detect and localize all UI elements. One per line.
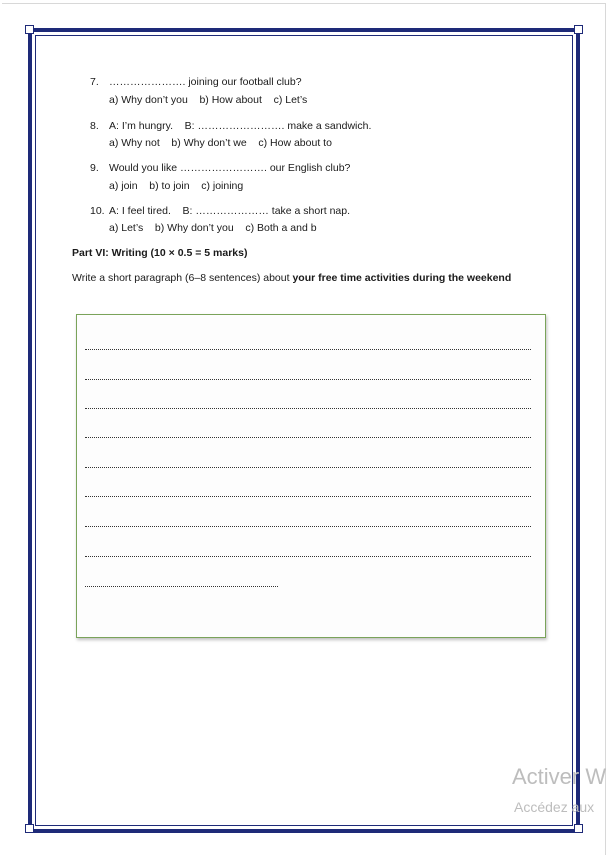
question-number: 7. (90, 76, 99, 88)
question-text: A: I feel tired. B: ………………… take a short nap. (109, 205, 351, 217)
question-8 (90, 120, 371, 132)
writing-line[interactable] (85, 379, 531, 380)
writing-line[interactable] (85, 496, 531, 497)
writing-line[interactable] (85, 408, 531, 409)
writing-line[interactable] (85, 556, 531, 557)
question-9-options: a) join b) to join c) joining (109, 180, 244, 192)
question-text: Would you like ……………………. our English club? (109, 162, 351, 174)
writing-line[interactable] (85, 349, 531, 350)
question-text: …………………. joining our football club? (109, 76, 302, 88)
windows-activation-watermark-title: Activer W (512, 764, 607, 789)
question-10-options: a) Let’s b) Why don’t you c) Both a and b (109, 222, 317, 234)
question-7 (90, 76, 302, 88)
windows-activation-watermark-subtitle: Accédez aux (514, 799, 595, 815)
question-10 (90, 205, 350, 217)
part-vi-title: Part VI: Writing (10 × 0.5 = 5 marks) (72, 247, 248, 259)
question-number: 10. (90, 205, 105, 217)
writing-answer-box[interactable] (76, 314, 546, 638)
question-number: 8. (90, 120, 99, 132)
question-number: 9. (90, 162, 99, 174)
writing-line[interactable] (85, 526, 531, 527)
instruction-text: Write a short paragraph (6–8 sentences) about (72, 272, 293, 284)
writing-line[interactable] (85, 467, 531, 468)
writing-instruction (72, 272, 511, 284)
question-text: A: I’m hungry. B: ……………………. make a sandwich. (109, 120, 372, 132)
question-7-options: a) Why don’t you b) How about c) Let’s (109, 94, 308, 106)
writing-line[interactable] (85, 586, 278, 587)
instruction-topic: your free time activities during the weekend (292, 272, 512, 284)
question-9 (90, 162, 350, 174)
writing-line[interactable] (85, 437, 531, 438)
question-8-options: a) Why not b) Why don’t we c) How about to (109, 137, 332, 149)
